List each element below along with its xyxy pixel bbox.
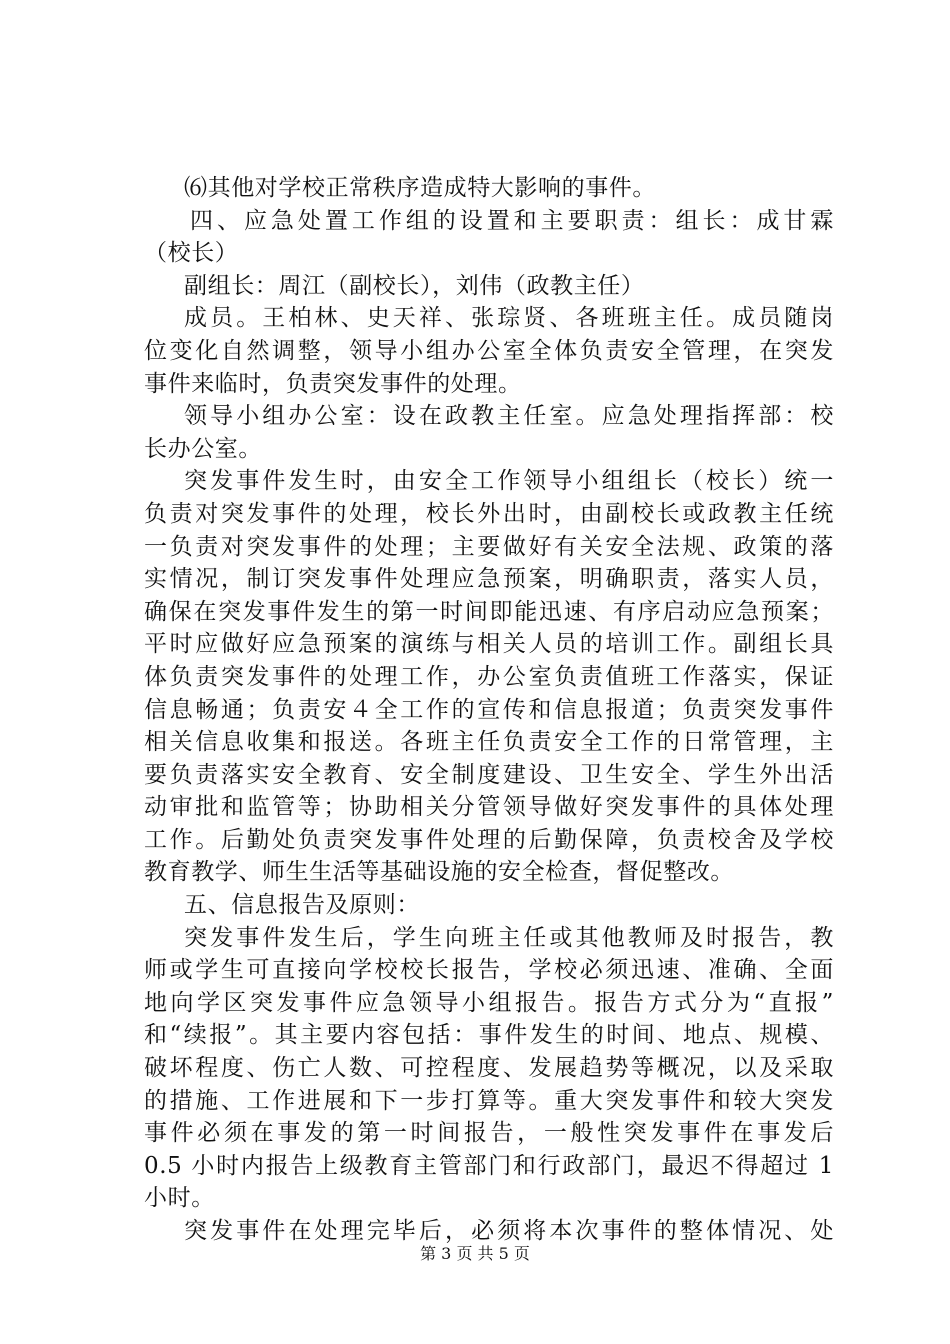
- text-line: 体负责突发事件的处理工作，办公室负责值班工作落实，保证: [144, 663, 834, 690]
- text-line: 副组长：周江（副校长），刘伟（政教主任）: [184, 272, 645, 299]
- text-line: 确保在突发事件发生的第一时间即能迅速、有序启动应急预案；: [144, 598, 834, 625]
- text-line: 0.5 小时内报告上级教育主管部门和行政部门，最迟不得超过 1: [144, 1152, 834, 1179]
- text-line: 突发事件在处理完毕后，必须将本次事件的整体情况、处: [184, 1218, 834, 1244]
- text-line: 位变化自然调整，领导小组办公室全体负责安全管理，在突发: [144, 337, 834, 364]
- text-line: 一负责对突发事件的处理；主要做好有关安全法规、政策的落: [144, 533, 834, 560]
- text-line: 和“续报”。其主要内容包括：事件发生的时间、地点、规模、: [144, 1022, 834, 1049]
- text-line: 平时应做好应急预案的演练与相关人员的培训工作。副组长具: [144, 631, 834, 658]
- document-body: [144, 172, 834, 1248]
- text-line: 实情况，制订突发事件处理应急预案，明确职责，落实人员，: [144, 566, 834, 593]
- text-line: 四、应急处置工作组的设置和主要职责：组长：成甘霖: [190, 207, 834, 234]
- text-line: 事件必须在事发的第一时间报告，一般性突发事件在事发后: [144, 1120, 834, 1147]
- text-line: 负责对突发事件的处理，校长外出时，由副校长或政教主任统: [144, 500, 834, 527]
- text-line: 地向学区突发事件应急领导小组报告。报告方式分为“直报”: [144, 989, 834, 1016]
- text-line: 成员。王柏林、史天祥、张琮贤、各班班主任。成员随岗: [184, 305, 834, 332]
- text-line: 教育教学、师生生活等基础设施的安全检查，督促整改。: [144, 859, 734, 886]
- text-line: 信息畅通；负责安４全工作的宣传和信息报道；负责突发事件: [144, 696, 834, 723]
- text-line: 突发事件发生时，由安全工作领导小组组长（校长）统一: [184, 468, 834, 495]
- text-line: ⑹其他对学校正常秩序造成特大影响的事件。: [184, 175, 656, 201]
- text-line: 要负责落实安全教育、安全制度建设、卫生安全、学生外出活: [144, 761, 834, 788]
- page-number-footer: 第 3 页 共 5 页: [420, 1244, 530, 1263]
- text-line: 相关信息收集和报送。各班主任负责安全工作的日常管理，主: [144, 729, 834, 756]
- section-heading: 五、信息报告及原则：: [184, 892, 420, 919]
- text-line: 长办公室。: [144, 435, 262, 462]
- text-line: 的措施、工作进展和下一步打算等。重大突发事件和较大突发: [144, 1087, 834, 1114]
- text-line: （校长）: [144, 240, 239, 267]
- text-line: 动审批和监管等；协助相关分管领导做好突发事件的具体处理: [144, 794, 834, 821]
- text-line: 事件来临时，负责突发事件的处理。: [144, 370, 522, 397]
- text-line: 领导小组办公室：设在政教主任室。应急处理指挥部：校: [184, 403, 834, 430]
- text-line: 师或学生可直接向学校校长报告，学校必须迅速、准确、全面: [144, 957, 834, 984]
- text-line: 破坏程度、伤亡人数、可控程度、发展趋势等概况，以及采取: [144, 1055, 834, 1082]
- text-line: 小时。: [144, 1185, 215, 1212]
- text-line: 工作。后勤处负责突发事件处理的后勤保障，负责校舍及学校: [144, 826, 834, 853]
- text-line: 突发事件发生后，学生向班主任或其他教师及时报告，教: [184, 924, 834, 951]
